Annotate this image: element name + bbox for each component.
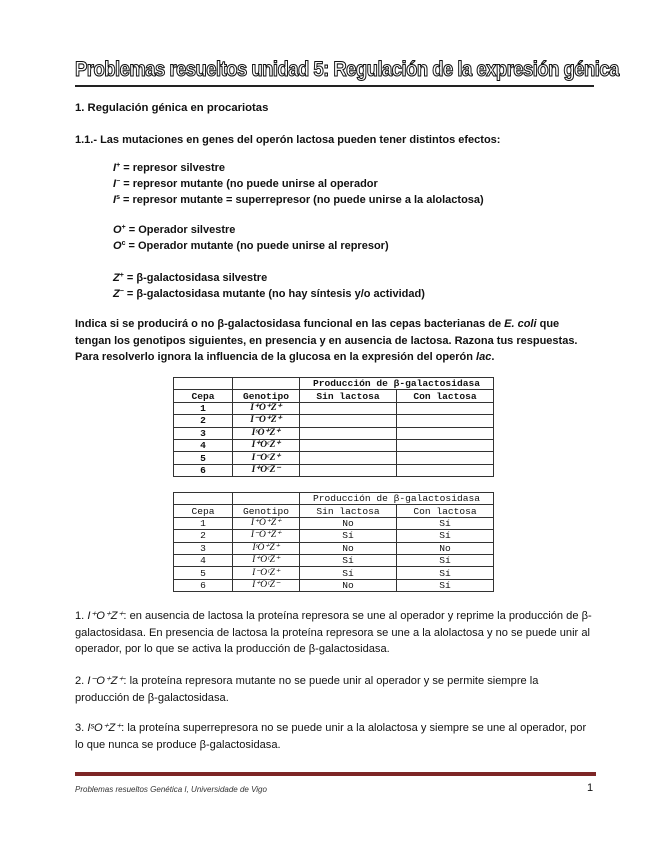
table-row: 5 I⁻OᶜZ⁺ Sí Sí — [174, 567, 494, 579]
genotype-table-answers — [173, 492, 494, 592]
answer-1: 1. I⁺O⁺Z⁺: en ausencia de lactosa la proteína represora se une al operador y reprime la producción de β-galactosidasa. En presencia de lactosa la proteína represora se une a la alolactosa y no se puede unir al operador, por lo que se activa la producción de β-galactosidasa. — [75, 610, 592, 655]
table-row: 4 I⁺OᶜZ⁺ Sí Sí — [174, 554, 494, 566]
allele-z-plus: Z+ = β-galactosidasa silvestre — [113, 272, 268, 284]
problem-heading: 1.1.- Las mutaciones en genes del operón lactosa pueden tener distintos efectos: — [75, 134, 501, 146]
col-con-lactosa: Con lactosa — [397, 390, 494, 402]
allele-z-minus: Z− = β-galactosidasa mutante (no hay síntesis y/o actividad) — [113, 288, 425, 300]
title-underline — [75, 85, 594, 87]
allele-i-s: $I^s$ = represor mutante = superrepresor (no puede unirse a la alolactosa) — [113, 194, 484, 206]
production-header: Producción de β-galactosidasa — [300, 493, 494, 505]
genotype-table-blank — [173, 377, 494, 477]
table-row: 6 I⁺OᶜZ⁻ — [174, 464, 494, 476]
table-row: 6 I⁺OᶜZ⁻ No Sí — [174, 579, 494, 591]
col-sin-lactosa: Sin lactosa — [300, 505, 397, 517]
table-row: 2 I⁻O⁺Z⁺ Sí Sí — [174, 530, 494, 542]
footer-text: Problemas resueltos Genética I, Universidade de Vigo — [75, 785, 267, 794]
allele-o-c: $O^c$ = Operador mutante (no puede unirse al represor) — [113, 240, 389, 252]
production-header: Producción de β-galactosidasa — [300, 378, 494, 390]
table-row: 1 I⁺O⁺Z⁺ — [174, 402, 494, 414]
col-con-lactosa: Con lactosa — [397, 505, 494, 517]
table-row: 3 IˢO⁺Z⁺ No No — [174, 542, 494, 554]
col-cepa: Cepa — [174, 505, 233, 517]
col-genotipo: Genotipo — [233, 505, 300, 517]
section-heading: 1. Regulación génica en procariotas — [75, 102, 269, 114]
table-row: 5 I⁻OᶜZ⁺ — [174, 452, 494, 464]
footer-rule — [75, 772, 596, 776]
allele-i-minus: I− = represor mutante (no puede unirse al operador — [113, 178, 378, 190]
allele-o-plus: O+ = Operador silvestre — [113, 224, 236, 236]
answer-3: 3. IˢO⁺Z⁺: la proteína superrepresora no se puede unir a la alolactosa y siempre se une al operador, por lo que nunca se produce β-galactosidasa. — [75, 722, 587, 751]
col-sin-lactosa: Sin lactosa — [300, 390, 397, 402]
table-row: 4 I⁺OᶜZ⁺ — [174, 439, 494, 451]
page-number: 1 — [587, 782, 594, 794]
table-row: 2 I⁻O⁺Z⁺ — [174, 415, 494, 427]
allele-i-plus: I+ = represor silvestre — [113, 162, 226, 174]
table-row: 3 IˢO⁺Z⁺ — [174, 427, 494, 439]
answer-2: 2. I⁻O⁺Z⁺: la proteína represora mutante no se puede unir al operador y se permite siempre la producción de β-galactosidasa. — [75, 675, 539, 704]
col-genotipo: Genotipo — [233, 390, 300, 402]
table-row: 1 I⁺O⁺Z⁺ No Sí — [174, 517, 494, 529]
question-paragraph: Indica si se producirá o no β-galactosidasa funcional en las cepas bacterianas de E. coli que tengan los genotipos siguientes, en presencia y en ausencia de lactosa. Razona tus respuestas. Para resolverlo ignora la influencia de la glucosa en la expresión del operón lac. — [75, 318, 578, 363]
page-title: Problemas resueltos unidad 5: Regulación de la expresión génica — [75, 58, 619, 81]
col-cepa: Cepa — [174, 390, 233, 402]
